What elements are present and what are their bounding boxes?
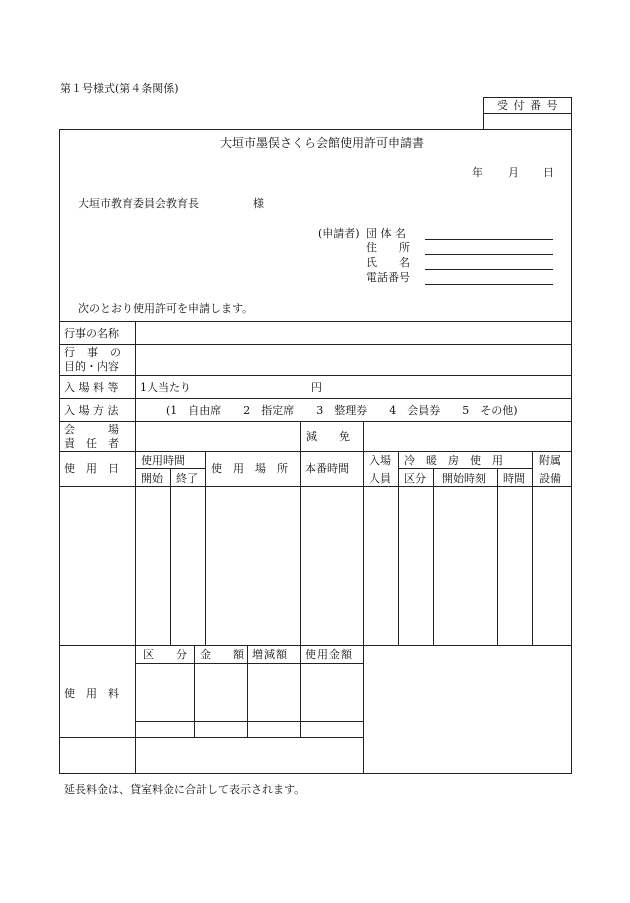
- entry-options: (1 自由席 2 指定席 3 整理券 4 会員券 5 その他): [166, 404, 518, 417]
- reception-label: 受 付 番 号: [497, 99, 559, 112]
- fee-row-line: [59, 737, 363, 738]
- header-equip-2: 設備: [539, 472, 561, 485]
- header-entry-people-2: 人員: [369, 472, 391, 485]
- label-entry-method: 入 場 方 法: [64, 404, 119, 417]
- addressee-name: 大垣市教育委員会教育長: [78, 197, 199, 210]
- aircon-subheader-line: [398, 468, 532, 469]
- statement: 次のとおり使用許可を申請します。: [78, 302, 254, 315]
- label-event-name: 行事の名称: [64, 327, 119, 340]
- applicant-field-phone: 電話番号: [366, 271, 410, 284]
- form-title: 大垣市墨俣さくら会館使用許可申請書: [220, 136, 425, 150]
- applicant-field-name: 氏 名: [366, 256, 410, 269]
- fee-col-divider: [300, 645, 301, 737]
- header-show-time: 本番時間: [305, 462, 349, 475]
- usage-col-divider: [398, 451, 399, 645]
- applicant-field-address: 住 所: [366, 241, 410, 254]
- fee-col-divider: [194, 645, 195, 737]
- applicant-prefix: (申請者): [318, 227, 360, 240]
- fee-header-amount: 金 額: [200, 648, 244, 661]
- label-purpose-2: 目的・内容: [64, 360, 119, 373]
- time-subheader-line: [135, 468, 205, 469]
- footnote: 延長料金は、貸室料金に合計して表示されます。: [64, 783, 306, 796]
- usage-col-divider: [170, 468, 171, 645]
- fee-header-change: 増減額: [252, 648, 288, 661]
- header-category: 区分: [404, 472, 426, 485]
- usage-col-divider: [433, 468, 434, 645]
- header-usage-date: 使 用 日: [64, 462, 119, 475]
- fee-row-line: [135, 721, 363, 722]
- usage-col-divider: [532, 451, 533, 645]
- form-id: 第１号様式(第４条関係): [60, 82, 179, 95]
- org-underline[interactable]: [425, 239, 553, 240]
- fee-header-category: 区 分: [143, 648, 187, 661]
- name-underline[interactable]: [425, 269, 553, 270]
- admission-unit: 円: [311, 381, 322, 394]
- date-month: 月: [508, 166, 519, 179]
- addressee-honorific: 様: [253, 197, 264, 210]
- usage-col-divider: [205, 451, 206, 645]
- applicant-field-org: 団 体 名: [366, 227, 406, 240]
- label-exemption: 減 免: [306, 430, 350, 443]
- header-end: 終了: [176, 472, 198, 485]
- header-equip-1: 附属: [539, 454, 561, 467]
- header-start: 開始: [141, 472, 163, 485]
- label-purpose-1: 行 事 の: [64, 346, 122, 359]
- phone-underline[interactable]: [425, 284, 553, 285]
- usage-col-divider: [363, 451, 364, 774]
- header-aircon: 冷 暖 房 使 用: [404, 454, 503, 467]
- header-entry-people-1: 入場: [369, 454, 391, 467]
- label-fee: 使 用 料: [64, 687, 119, 700]
- reception-divider: [483, 113, 572, 114]
- usage-col-divider: [497, 468, 498, 645]
- header-place: 使 用 場 所: [211, 462, 288, 475]
- header-usage-time: 使用時間: [141, 454, 185, 467]
- admission-value: 1人当たり: [140, 381, 191, 394]
- manager-divider: [363, 421, 364, 451]
- date-day: 日: [543, 166, 554, 179]
- address-underline[interactable]: [425, 254, 553, 255]
- label-manager-1: 会 場: [64, 423, 119, 436]
- fee-col-divider: [247, 645, 248, 737]
- label-admission: 入 場 料 等: [64, 381, 119, 394]
- date-year: 年: [472, 166, 483, 179]
- manager-divider: [300, 421, 301, 451]
- usage-col-divider: [300, 451, 301, 645]
- label-manager-2: 責 任 者: [64, 437, 119, 450]
- fee-header-line: [135, 663, 363, 664]
- label-col-divider: [135, 321, 136, 774]
- fee-header-usage-amount: 使用金額: [305, 648, 353, 661]
- header-start-time: 開始時刻: [442, 472, 486, 485]
- header-hours: 時間: [503, 472, 525, 485]
